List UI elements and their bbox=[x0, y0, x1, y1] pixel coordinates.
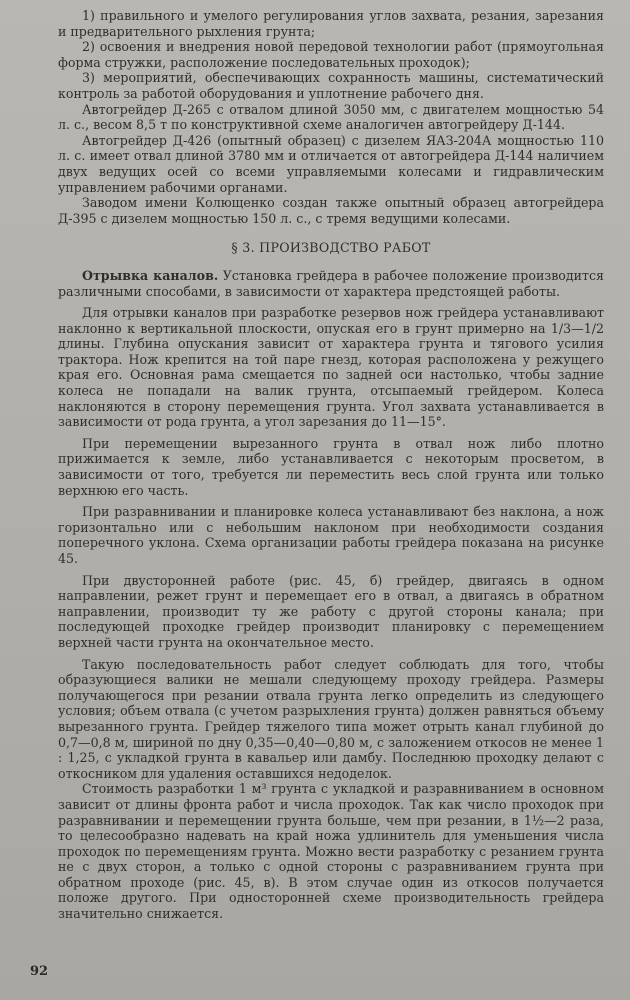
runin-title: Отрывка каналов. bbox=[82, 267, 219, 283]
paragraph-runin bbox=[58, 268, 604, 299]
paragraph: 3) мероприятий, обеспечивающих сохранность машины, систематический контроль за работой оборудования и уплотнение рабочего дня. bbox=[58, 70, 604, 101]
paragraph: 1) правильного и умелого регулирования углов захвата, резания, зарезания и предварительного рыхления грунта; bbox=[58, 8, 604, 39]
paragraph: При разравнивании и планировке колеса устанавливают без наклона, а нож горизонтально или с небольшим наклоном при необходимости создания поперечного уклона. Схема организации работы грейдера показана на рисунке 45. bbox=[58, 504, 604, 566]
paragraph: Стоимость разработки 1 м³ грунта с укладкой и разравниванием в основном зависит от длины фронта работ и числа проходок. Так как число проходок при разравнивании и перемещении грунта больше, чем при резании, в 1½—2 раза, то целесообразно надевать на край ножа удлинитель для уменьшения числа проходок по перемещениям грунта. Можно вести разработку с резанием грунта не с двух сторон, а только с одной стороны с разравниванием грунта при обратном проходе (рис. 45, в). В этом случае один из откосов получается положе другого. При односторонней схеме производительность грейдера значительно снижается. bbox=[58, 781, 604, 922]
paragraph: 2) освоения и внедрения новой передовой технологии работ (прямоугольная форма стружки, расположение последовательных проходок); bbox=[58, 39, 604, 70]
paragraph: Автогрейдер Д-426 (опытный образец) с дизелем ЯАЗ-204А мощностью 110 л. с. имеет отвал длиной 3780 мм и отличается от автогрейдера Д-144 наличием двух ведущих осей со всеми управляемыми колесами и гидравлическим управлением рабочими органами. bbox=[58, 132, 604, 195]
runin-text: Установка грейдера в рабочее положение производится различными способами, в зависимости от характера предстоящей работы. bbox=[58, 267, 604, 299]
paragraph: Заводом имени Колющенко создан также опытный образец автогрейдера Д-395 с дизелем мощностью 150 л. с., с тремя ведущими колесами. bbox=[58, 195, 604, 226]
paragraph: Для отрывки каналов при разработке резервов нож грейдера устанавливают наклонно к вертикальной плоскости, опуская его в грунт примерно на 1/3—1/2 длины. Глубина опускания зависит от характера грунта и тягового усилия трактора. Нож крепится на той паре гнезд, которая расположена у режущего края его. Основная рама смещается по задней оси настолько, чтобы задние колеса не попадали на валик грунта, отсыпаемый грейдером. Колеса наклоняются в сторону перемещения грунта. Угол захвата устанавливается в зависимости от рода грунта, а угол зарезания до 11—15°. bbox=[58, 305, 604, 430]
paragraph: При двусторонней работе (рис. 45, б) грейдер, двигаясь в одном направлении, режет грунт и перемещает его в отвал, а двигаясь в обратном направлении, производит ту же работу с другой стороны канала; при последующей проходке грейдер производит планировку с перемещением верхней части грунта на окончательное место. bbox=[58, 572, 604, 650]
page-number: 92 bbox=[30, 964, 49, 979]
paragraph: При перемещении вырезанного грунта в отвал нож либо плотно прижимается к земле, либо устанавливается с некоторым просветом, в зависимости от того, требуется ли переместить весь слой грунта или только верхнюю его часть. bbox=[58, 435, 604, 498]
paragraph: Такую последовательность работ следует соблюдать для того, чтобы образующиеся валики не мешали следующему проходу грейдера. Размеры получающегося при резании отвала грунта легко определить из следующего условия; объем отвала (с учетом разрыхления грунта) должен равняться объему вырезанного грунта. Грейдер тяжелого типа может отрыть канал глубиной до 0,7—0,8 м, шириной по дну 0,35—0,40—0,80 м, с заложением откосов не менее 1 : 1,25, с укладкой грунта в кавальер или дамбу. Последнюю проходку делают с откосником для удаления оставшихся недоделок. bbox=[58, 656, 604, 781]
paragraph: Автогрейдер Д-265 с отвалом длиной 3050 мм, с двигателем мощностью 54 л. с., весом 8,5 т по конструктивной схеме аналогичен автогрейдеру Д-144. bbox=[58, 101, 604, 133]
section-heading: § 3. ПРОИЗВОДСТВО РАБОТ bbox=[231, 240, 431, 256]
